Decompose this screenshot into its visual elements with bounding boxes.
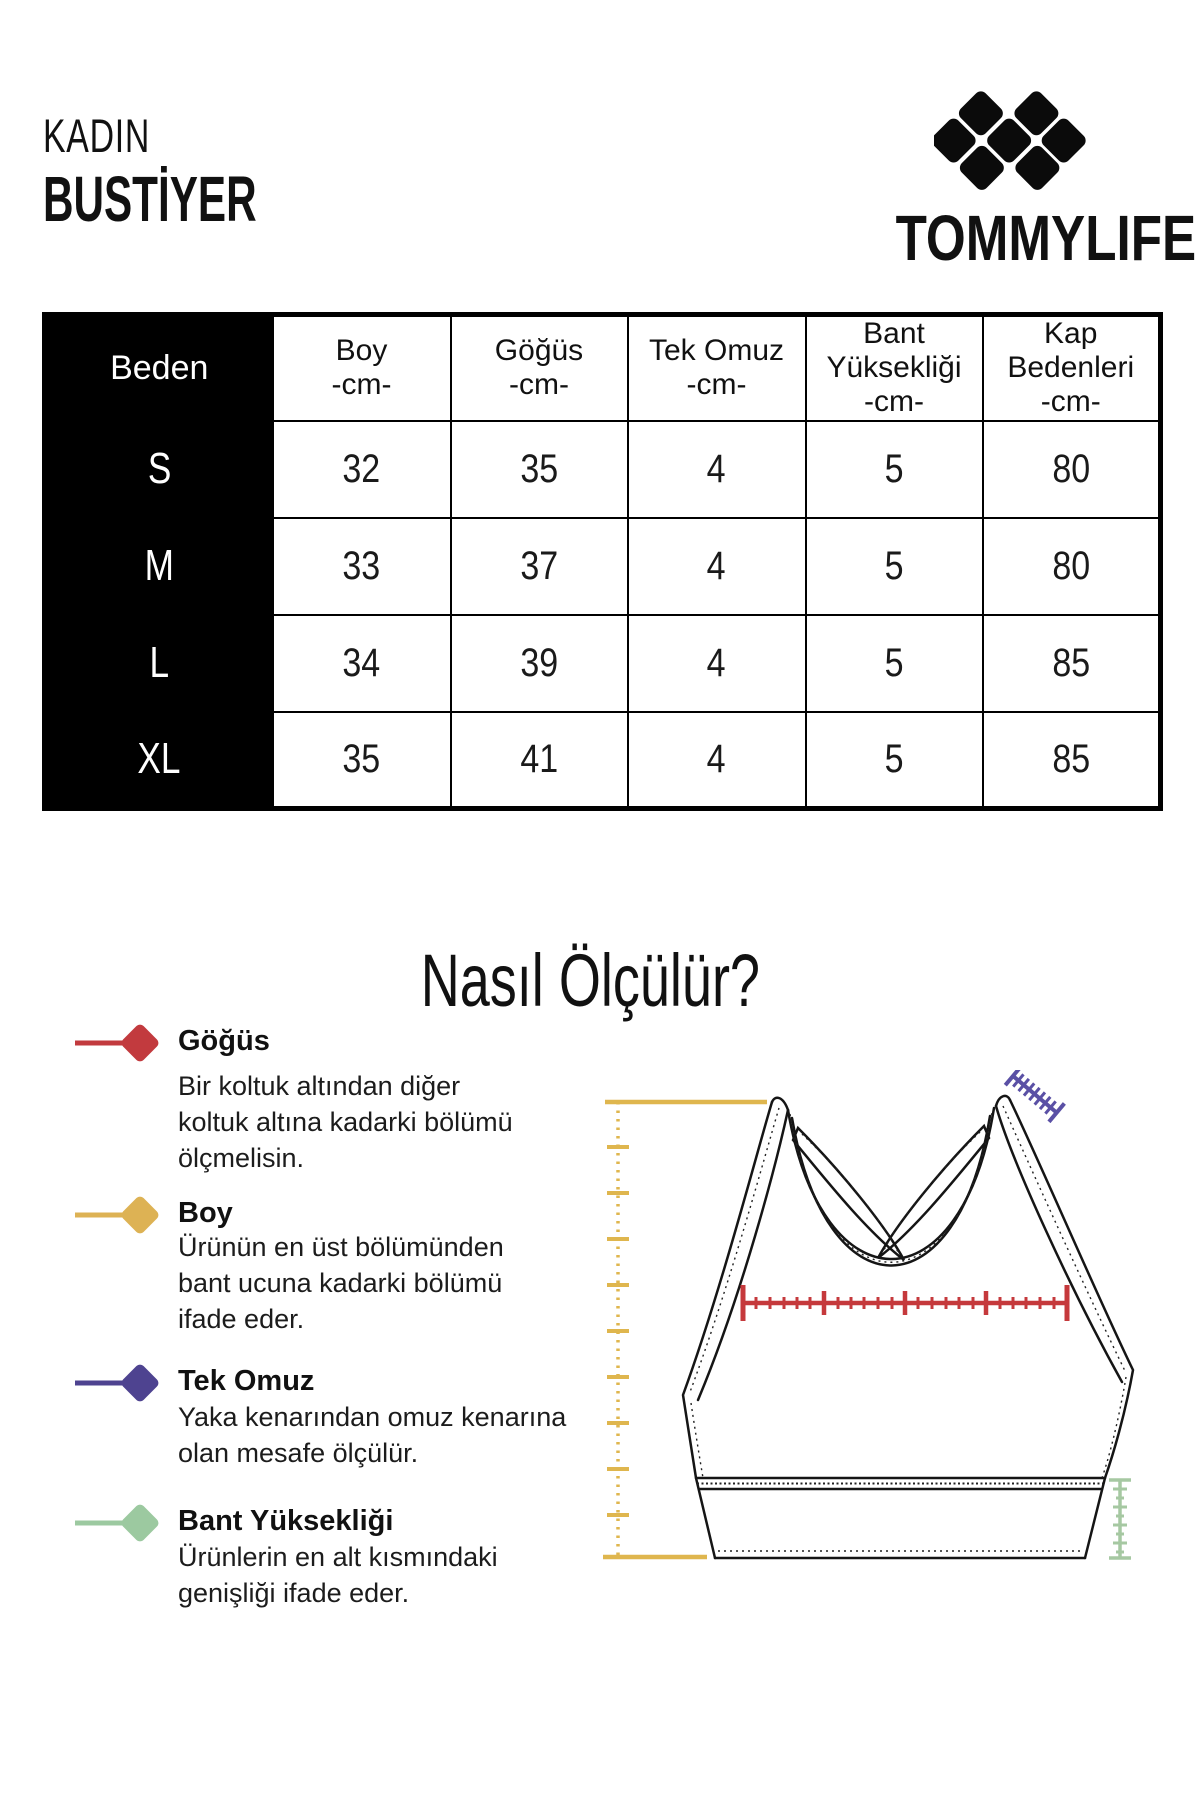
value-cell: 85	[983, 712, 1161, 809]
diamond-marker-icon	[119, 1194, 160, 1235]
col-header-kap-bedenleri: Kap Bedenleri -cm-	[983, 315, 1161, 421]
value-cell: 4	[628, 712, 806, 809]
value-cell: 35	[451, 421, 628, 518]
diamond-marker-icon	[119, 1022, 160, 1063]
size-cell: L	[45, 615, 273, 712]
gogus-ruler	[743, 1285, 1067, 1321]
legend-desc-tek-omuz	[178, 1399, 566, 1471]
legend-desc-line: olan mesafe ölçülür.	[178, 1438, 419, 1468]
brand-block	[858, 88, 1197, 274]
value-cell: 80	[983, 518, 1161, 615]
tek-omuz-diamond-marker-icon	[72, 1355, 172, 1413]
bant-diamond-marker-icon	[72, 1495, 172, 1553]
diamond-marker-icon	[119, 1362, 160, 1403]
size-cell: XL	[45, 712, 273, 809]
legend-label-tek-omuz: Tek Omuz	[178, 1365, 315, 1397]
legend-desc-gogus	[178, 1068, 513, 1176]
value-cell: 5	[806, 518, 983, 615]
value-cell: 5	[806, 712, 983, 809]
table-row-m	[45, 518, 1161, 615]
legend-label-bant: Bant Yüksekliği	[178, 1505, 394, 1537]
brand-name-label: TOMMYLIFE	[895, 202, 1197, 274]
col-header-tek-omuz: Tek Omuz -cm-	[628, 315, 806, 421]
value-cell: 85	[983, 615, 1161, 712]
value-cell: 4	[628, 615, 806, 712]
value-cell: 32	[273, 421, 451, 518]
product-title-block	[43, 109, 367, 235]
stitching-dotted-lines	[690, 1106, 1126, 1551]
value-cell: 39	[451, 615, 628, 712]
gogus-diamond-marker-icon	[72, 1015, 172, 1073]
bustier-measurement-diagram	[560, 1070, 1180, 1590]
col-header-gogus: Göğüs -cm-	[451, 315, 628, 421]
legend-desc-line: bant ucuna kadarki bölümü	[178, 1268, 503, 1298]
diamond-marker-icon	[119, 1502, 160, 1543]
bant-ruler	[1109, 1480, 1131, 1558]
product-category-label: KADIN	[43, 109, 151, 162]
value-cell: 41	[451, 712, 628, 809]
logo-diamonds	[934, 89, 1088, 193]
legend-desc-bant	[178, 1539, 498, 1611]
legend-desc-line: Ürünlerin en alt kısmındaki	[178, 1542, 498, 1572]
col-header-boy: Boy -cm-	[273, 315, 451, 421]
value-cell: 37	[451, 518, 628, 615]
bustier-outline-drawing	[683, 1096, 1133, 1558]
tommylife-diamond-grid-logo-icon	[934, 88, 1094, 200]
legend-desc-line: ifade eder.	[178, 1304, 305, 1334]
size-cell: M	[45, 518, 273, 615]
legend-desc-line: genişliği ifade eder.	[178, 1578, 410, 1608]
legend-label-gogus: Göğüs	[178, 1025, 270, 1057]
legend-label-boy: Boy	[178, 1197, 233, 1229]
legend-desc-boy	[178, 1229, 504, 1337]
value-cell: 35	[273, 712, 451, 809]
size-table-header-row	[45, 315, 1161, 421]
value-cell: 80	[983, 421, 1161, 518]
legend-desc-line: Bir koltuk altından diğer	[178, 1071, 461, 1101]
legend-desc-line: Ürünün en üst bölümünden	[178, 1232, 504, 1262]
col-header-bant-yuksekligi: Bant Yüksekliği -cm-	[806, 315, 983, 421]
value-cell: 5	[806, 615, 983, 712]
legend-desc-line: Yaka kenarından omuz kenarına	[178, 1402, 567, 1432]
value-cell: 34	[273, 615, 451, 712]
value-cell: 5	[806, 421, 983, 518]
value-cell: 33	[273, 518, 451, 615]
legend-desc-line: ölçmelisin.	[178, 1143, 305, 1173]
table-row-s	[45, 421, 1161, 518]
boy-diamond-marker-icon	[72, 1187, 172, 1245]
value-cell: 4	[628, 421, 806, 518]
legend-desc-line: koltuk altına kadarki bölümü	[178, 1107, 513, 1137]
table-row-xl	[45, 712, 1161, 809]
size-table	[42, 312, 1163, 811]
tek-omuz-ruler	[1005, 1070, 1064, 1122]
size-cell: S	[45, 421, 273, 518]
how-to-measure-title: Nasıl Ölçülür?	[420, 939, 760, 1022]
value-cell: 4	[628, 518, 806, 615]
product-name-label: BUSTİYER	[43, 163, 257, 235]
table-row-l	[45, 615, 1161, 712]
col-header-beden: Beden	[45, 315, 273, 421]
